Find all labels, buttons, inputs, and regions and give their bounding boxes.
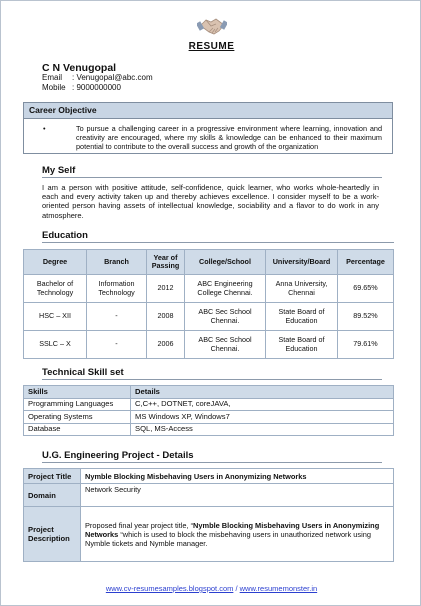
table-row — [24, 331, 394, 359]
table-cell: ABC Engineering College Chennai. — [185, 275, 266, 303]
table-row — [24, 303, 394, 331]
project-title-value: Nymble Blocking Misbehaving Users in Anonymizing Networks — [81, 469, 394, 484]
table-cell: Information Technology — [87, 275, 147, 303]
skills-table — [23, 385, 394, 436]
mobile-label: Mobile — [42, 83, 66, 92]
table-cell: MS Windows XP, Windows7 — [131, 411, 394, 424]
table-cell: SSLC – X — [24, 331, 87, 359]
table-cell: 79.61% — [338, 331, 394, 359]
table-cell: SQL, MS-Access — [131, 423, 394, 436]
resume-title: RESUME — [188, 41, 235, 52]
table-row — [24, 411, 394, 424]
skills-header-row — [24, 386, 394, 399]
candidate-name: C N Venugopal — [42, 62, 117, 74]
education-col-percentage: Percentage — [338, 250, 394, 275]
skills-col-skills: Skills — [24, 386, 131, 399]
project-description-label: Project Description — [24, 507, 81, 562]
myself-divider — [42, 177, 382, 178]
education-col-branch: Branch — [87, 250, 147, 275]
footer-links — [1, 584, 421, 593]
career-objective-heading: Career Objective — [24, 103, 392, 119]
project-description-value — [81, 507, 394, 562]
career-objective-box — [23, 102, 393, 154]
project-description-suffix: “which is used to block the misbehaving users in unauthorized network using Nymble tickets and Nymble manager. — [85, 529, 371, 548]
table-row — [24, 469, 394, 484]
career-objective-text: To pursue a challenging career in a progressive environment where learning, innovation and creativity are encouraged, where my skills & knowledge can be enhanced to their maximum potential to contribute to the overall success and growth of the organization — [76, 124, 382, 151]
email-line — [42, 73, 153, 83]
education-header-row — [24, 250, 394, 275]
career-objective-text-block — [24, 119, 392, 151]
skills-col-details: Details — [131, 386, 394, 399]
skills-divider — [42, 379, 382, 380]
table-cell: - — [87, 303, 147, 331]
table-cell: 2008 — [147, 303, 185, 331]
footer-link-cv-resumesamples[interactable]: www.cv-resumesamples.blogspot.com — [105, 584, 234, 593]
table-cell: State Board of Education — [266, 331, 338, 359]
project-table — [23, 468, 394, 562]
project-heading: U.G. Engineering Project - Details — [42, 450, 194, 461]
education-col-year: Year of Passing — [147, 250, 185, 275]
table-row — [24, 398, 394, 411]
domain-label: Domain — [24, 484, 81, 507]
table-cell: Operating Systems — [24, 411, 131, 424]
table-cell: 2006 — [147, 331, 185, 359]
education-divider — [42, 242, 394, 243]
table-cell: Bachelor of Technology — [24, 275, 87, 303]
footer-separator: / — [233, 584, 240, 593]
table-cell: Database — [24, 423, 131, 436]
mobile-line — [42, 83, 121, 93]
education-heading: Education — [42, 230, 88, 241]
skills-heading: Technical Skill set — [42, 367, 124, 378]
table-row — [24, 484, 394, 507]
table-row — [24, 275, 394, 303]
project-title-label: Project Title — [24, 469, 81, 484]
table-cell: C,C++, DOTNET, coreJAVA, — [131, 398, 394, 411]
myself-heading: My Self — [42, 165, 76, 176]
email-label: Email — [42, 73, 63, 82]
table-cell: - — [87, 331, 147, 359]
footer-link-resumemonster[interactable]: www.resumemonster.in — [239, 584, 318, 593]
project-description-prefix: Proposed final year project title, “ — [85, 520, 194, 530]
mobile-value: : 9000000000 — [72, 83, 121, 92]
myself-text: I am a person with positive attitude, self-confidence, quick learner, who works whole-heartedly in each and every activity taken up and thereby achieves excellence. I consider myself to be a work-oriented person having assets of intellectual knowledge, sociability and a flavor to do work in any atmosphere. — [42, 183, 379, 220]
table-row — [24, 423, 394, 436]
table-cell: ABC Sec School Chennai. — [185, 331, 266, 359]
education-table — [23, 249, 394, 359]
table-cell: 89.52% — [338, 303, 394, 331]
project-description-title: Nymble Blocking Misbehaving Users in Anonymizing Networks — [85, 520, 380, 539]
bullet-icon: • — [43, 124, 46, 133]
handshake-icon — [197, 12, 227, 40]
table-cell: Anna University, Chennai — [266, 275, 338, 303]
project-divider — [42, 462, 382, 463]
table-cell: Programming Languages — [24, 398, 131, 411]
education-col-degree: Degree — [24, 250, 87, 275]
table-cell: ABC Sec School Chennai. — [185, 303, 266, 331]
email-value: : Venugopal@abc.com — [72, 73, 153, 82]
domain-value: Network Security — [81, 484, 394, 507]
table-cell: 2012 — [147, 275, 185, 303]
education-col-university: University/Board — [266, 250, 338, 275]
table-cell: 69.65% — [338, 275, 394, 303]
table-cell: HSC – XII — [24, 303, 87, 331]
table-row — [24, 507, 394, 562]
education-col-college: College/School — [185, 250, 266, 275]
table-cell: State Board of Education — [266, 303, 338, 331]
